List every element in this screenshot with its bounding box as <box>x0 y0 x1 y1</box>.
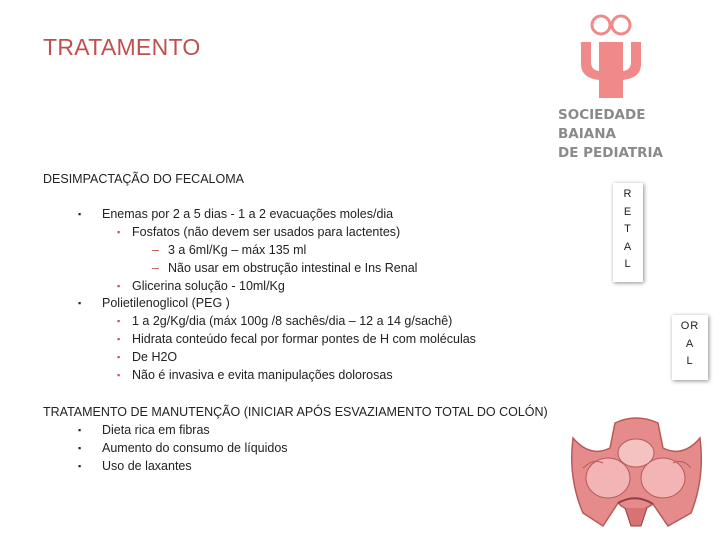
list-item: Enemas por 2 a 5 dias - 1 a 2 evacuações moles/dia <box>102 207 394 221</box>
letter: L <box>624 258 632 270</box>
bullet-square: ▪ <box>78 461 82 471</box>
colon-illustration <box>563 408 710 530</box>
sbp-logo-text <box>558 106 668 158</box>
letter: L <box>686 355 694 367</box>
bullet-square: ▪ <box>117 370 121 380</box>
letter: A <box>685 337 695 350</box>
logo-line-1: SOCIEDADE <box>558 107 646 123</box>
bullet-square: ▪ <box>78 443 82 453</box>
list-item: 3 a 6ml/Kg – máx 135 ml <box>168 243 307 257</box>
letter: OR <box>680 320 700 332</box>
letter: E <box>623 205 633 218</box>
side-label-retal <box>613 183 643 282</box>
bullet-square: ▪ <box>78 209 82 219</box>
list-item: De H2O <box>132 350 178 364</box>
list-item: Aumento do consumo de líquidos <box>102 441 288 455</box>
list-item: Fosfatos (não devem ser usados para lactentes) <box>132 225 401 239</box>
list-item: 1 a 2g/Kg/dia (máx 100g /8 sachês/dia – 12 a 14 g/sachê) <box>132 314 453 328</box>
bullet-square: ▪ <box>117 281 121 291</box>
bullet-square: ▪ <box>78 298 82 308</box>
bullet-square: ▪ <box>117 352 121 362</box>
bullet-square: ▪ <box>78 425 82 435</box>
bullet-square: ▪ <box>117 316 121 326</box>
list-item: Não usar em obstrução intestinal e Ins Renal <box>168 261 418 275</box>
letter: A <box>623 240 633 253</box>
list-item: Uso de laxantes <box>102 459 192 473</box>
page-title: TRATAMENTO <box>43 34 201 60</box>
section-heading-manutencao: TRATAMENTO DE MANUTENÇÃO (INICIAR APÓS ESVAZIAMENTO TOTAL DO COLÓN) <box>43 405 548 419</box>
bullet-square: ▪ <box>117 334 121 344</box>
letter: R <box>623 188 633 200</box>
side-label-oral <box>672 315 708 380</box>
logo-line-2: BAIANA <box>558 126 616 142</box>
dash-bullet: – <box>152 243 159 257</box>
list-item: Dieta rica em fibras <box>102 423 210 437</box>
list-item: Hidrata conteúdo fecal por formar pontes de H com moléculas <box>132 332 476 346</box>
dash-bullet: – <box>152 261 159 275</box>
list-item: Polietilenoglicol (PEG ) <box>102 296 230 310</box>
bullet-square: ▪ <box>117 227 121 237</box>
logo-line-3: DE PEDIATRIA <box>558 145 663 158</box>
letter: T <box>624 223 632 235</box>
list-item: Não é invasiva e evita manipulações dolorosas <box>132 368 393 382</box>
list-item: Glicerina solução - 10ml/Kg <box>132 279 285 293</box>
section-heading-desimpactacao: DESIMPACTAÇÃO DO FECALOMA <box>43 172 244 186</box>
